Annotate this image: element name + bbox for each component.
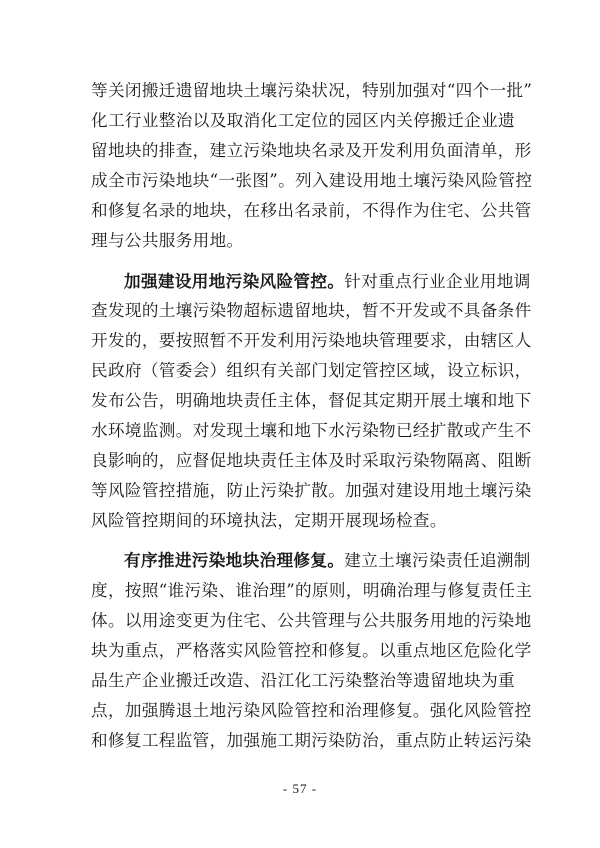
text-line: 体。以用途变更为住宅、公共管理与公共服务用地的污染地 [91,610,532,630]
text-line [91,545,531,575]
text-line [91,266,531,296]
text-line: 度，按照“谁污染、谁治理”的原则，明确治理与修复责任主 [91,580,533,600]
text-line: 开发的，要按照暂不开发利用污染地块管理要求，由辖区人 [91,330,532,350]
page-number: - 57 - [282,781,318,796]
paragraph-contaminated-land-survey [91,76,533,257]
text-line: 民政府（管委会）组织有关部门划定管控区域，设立标识， [91,360,532,380]
paragraph-remediation [91,545,533,756]
paragraph-risk-control [91,266,532,537]
text-line: 块为重点，严格落实风险管控和修复。以重点地区危险化学 [91,640,532,660]
text-line: 化工行业整治以及取消化工定位的园区内关停搬迁企业遗 [91,111,515,131]
section-heading: 加强建设用地污染风险管控。 [124,270,345,291]
text-span: 建立土壤污染责任追溯制 [344,551,531,571]
text-line: 点，加强腾退土地污染风险管控和治理修复。强化风险管控 [91,700,532,720]
document-body [91,76,533,756]
text-span: 针对重点行业企业用地调 [344,271,531,291]
text-line: 良影响的，应督促地块责任主体及时采取污染物隔离、阻断 [91,451,532,471]
text-line: 等风险管控措施，防止污染扩散。加强对建设用地土壤污染 [91,481,532,501]
text-line: 品生产企业搬迁改造、沿江化工污染整治等遗留地块为重 [91,670,515,690]
text-line: 查发现的土壤污染物超标遗留地块，暂不开发或不具备条件 [91,300,532,320]
text-line: 水环境监测。对发现土壤和地下水污染物已经扩散或产生不 [91,421,532,441]
text-line: 理与公共服务用地。 [91,231,244,251]
text-line: 留地块的排查，建立污染地块名录及开发利用负面清单，形 [91,141,532,161]
text-line: 发布公告，明确地块责任主体，督促其定期开展土壤和地下 [91,390,532,410]
text-line: 和修复名录的地块，在移出名录前，不得作为住宅、公共管 [91,201,532,221]
text-line: 风险管控期间的环境执法，定期开展现场检查。 [91,511,447,531]
text-line: 成全市污染地块“一张图”。列入建设用地土壤污染风险管控 [91,171,533,191]
text-line: 和修复工程监管，加强施工期污染防治，重点防止转运污染 [91,730,532,750]
text-line: 等关闭搬迁遗留地块土壤污染状况，特别加强对“四个一批” [91,81,533,100]
section-heading: 有序推进污染地块治理修复。 [124,550,345,571]
